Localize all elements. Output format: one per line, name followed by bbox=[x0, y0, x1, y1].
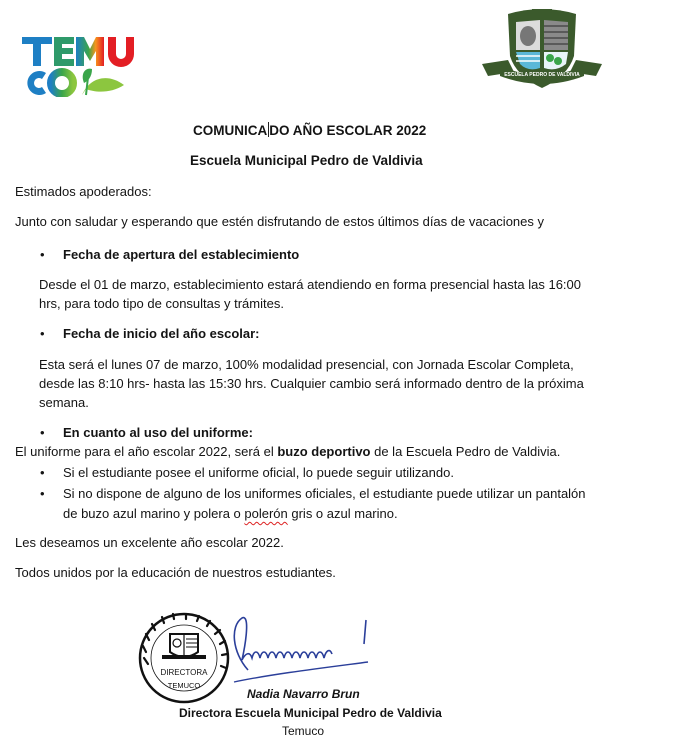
section-line: hrs, para todo tipo de consultas y trámites. bbox=[39, 296, 284, 311]
section-heading-row-start bbox=[40, 324, 260, 343]
section-line: Desde el 01 de marzo, establecimiento estará atendiendo en forma presencial hasta las 16:00 bbox=[39, 277, 581, 292]
sub-bullet: Si no dispone de alguno de los uniformes oficiales, el estudiante puede utilizar un pantalón bbox=[63, 486, 586, 501]
section-heading-uniform: En cuanto al uso del uniforme: bbox=[63, 425, 253, 440]
bullet-icon: • bbox=[40, 425, 45, 440]
spellcheck-flagged-word: polerón bbox=[244, 506, 288, 521]
title-part-1: COMUNICA bbox=[193, 123, 268, 138]
bullet-icon: • bbox=[40, 247, 45, 262]
continuation-text: de buzo azul marino y polera o bbox=[63, 506, 245, 521]
title-part-2: DO AÑO ESCOLAR 2022 bbox=[269, 123, 427, 138]
bullet-icon: • bbox=[40, 465, 45, 480]
intro-paragraph: Junto con saludar y esperando que estén disfrutando de estos últimos días de vacaciones y bbox=[15, 214, 544, 229]
section-heading-opening: Fecha de apertura del establecimiento bbox=[63, 247, 300, 262]
uniform-statement bbox=[15, 442, 560, 461]
section-heading-start: Fecha de inicio del año escolar: bbox=[63, 326, 260, 341]
director-stamp bbox=[138, 612, 230, 704]
document-title bbox=[193, 121, 426, 140]
temuco-logo bbox=[20, 33, 136, 97]
uniform-text: El uniforme para el año escolar 2022, será el bbox=[15, 444, 278, 459]
school-crest bbox=[478, 6, 606, 90]
section-line: desde las 8:10 hrs- hasta las 15:30 hrs. Cualquier cambio será informado dentro de la próxima bbox=[39, 376, 584, 391]
closing-wish: Les deseamos un excelente año escolar 2022. bbox=[15, 535, 284, 550]
document-subtitle: Escuela Municipal Pedro de Valdivia bbox=[190, 153, 423, 168]
crest-banner-text: ESCUELA PEDRO DE VALDIVIA bbox=[504, 72, 580, 78]
closing-motto: Todos unidos por la educación de nuestros estudiantes. bbox=[15, 565, 336, 580]
sub-bullet-continuation bbox=[63, 504, 398, 523]
signer-name: Nadia Navarro Brun bbox=[247, 687, 360, 701]
section-heading-row-uniform bbox=[40, 423, 253, 442]
greeting: Estimados apoderados: bbox=[15, 184, 152, 199]
stamp-role: DIRECTORA bbox=[160, 668, 208, 677]
section-line: semana. bbox=[39, 395, 89, 410]
handwritten-signature bbox=[232, 612, 372, 684]
bullet-icon: • bbox=[40, 326, 45, 341]
sub-bullet: Si el estudiante posee el uniforme oficial, lo puede seguir utilizando. bbox=[63, 465, 454, 480]
sub-bullet-row bbox=[40, 484, 586, 503]
section-line: Esta será el lunes 07 de marzo, 100% modalidad presencial, con Jornada Escolar Completa, bbox=[39, 357, 574, 372]
stamp-city: TEMUCO bbox=[167, 681, 201, 690]
signer-title: Directora Escuela Municipal Pedro de Valdivia bbox=[179, 706, 442, 720]
uniform-bold-text: buzo deportivo bbox=[277, 444, 371, 459]
uniform-text-end: de la Escuela Pedro de Valdivia. bbox=[370, 444, 561, 459]
section-heading-row-opening bbox=[40, 245, 299, 264]
signer-city: Temuco bbox=[282, 724, 325, 738]
bullet-icon: • bbox=[40, 486, 45, 501]
sub-bullet-row bbox=[40, 463, 454, 482]
continuation-text-end: gris o azul marino. bbox=[287, 506, 398, 521]
